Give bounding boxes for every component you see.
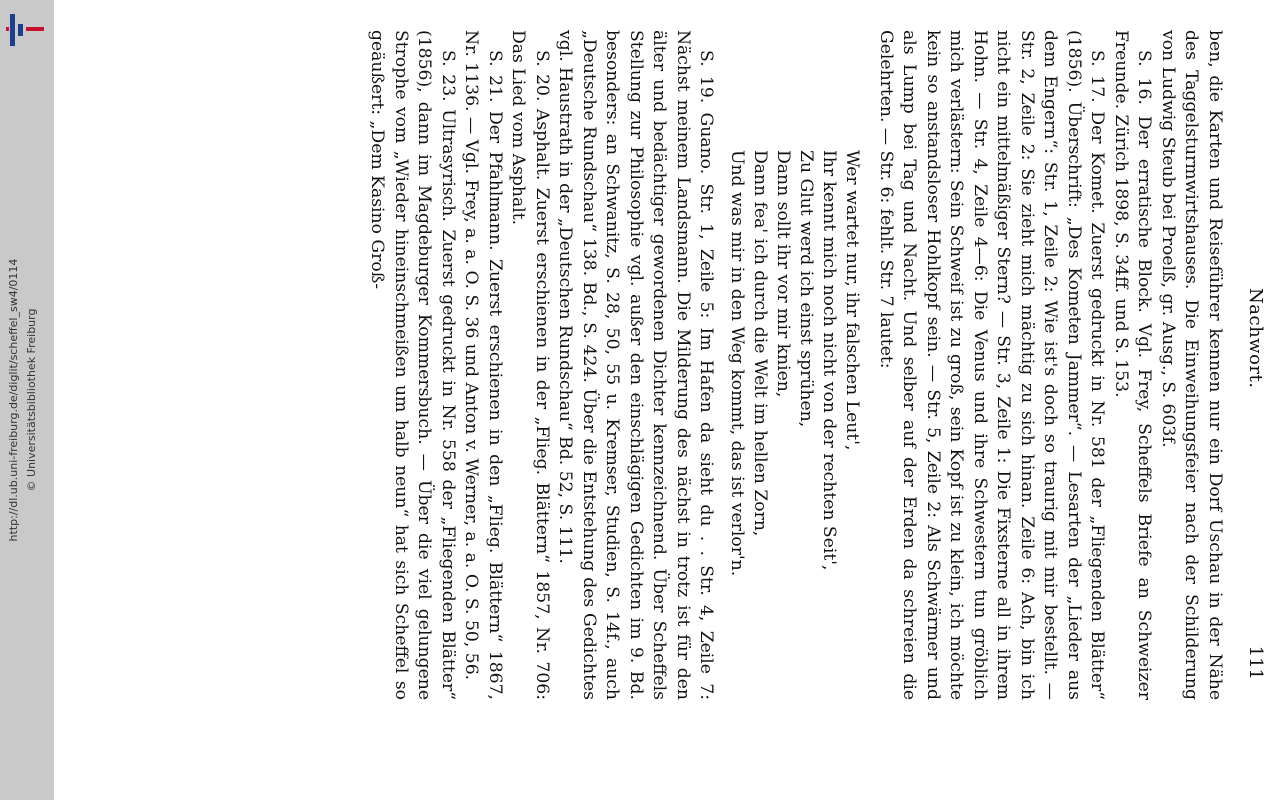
page-number: 111: [1245, 645, 1266, 680]
verse-block: [726, 30, 864, 700]
verse-line: Dann sollt ihr vor mir knien,: [773, 150, 794, 398]
verse-line: Dann fea' ich durch die Welt im hellen Zorn,: [750, 150, 771, 537]
document-url[interactable]: http://dl.ub.uni-freiburg.de/diglit/scheffel_sw4/0114: [7, 258, 20, 542]
paragraph: S. 19. Guano. Str. 1, Zeile 5: Im Hafen da sieht du . . Str. 4, Zeile 7: Nächst meinem Landsmann. Die Milderung des nächst in trotz ist für den älter und bedächtiger gewordenen Dichter kennzeichnend. Über Scheffels Stellung zur Philosophie vgl. außer den einschlägigen Gedichten im 9. Bd. besonders: an Schwanitz, S. 28, 50, 55 u. Kremser, Studien, S. 14f., auch „Deutsche Rundschau“ 138. Bd., S. 424. Über die Entstehung des Gedichtes vgl. Haustrath in der „Deutschen Rundschau“ Bd. 52, S. 111.: [555, 30, 717, 700]
body-text: [365, 30, 1226, 700]
verse-line: Zu Glut werd ich einst sprühen,: [796, 150, 817, 428]
verse-line: Ihr kennt mich noch nicht von der rechten Seit',: [819, 150, 840, 571]
paragraph: S. 17. Der Komet. Zuerst gedruckt in Nr. 581 der „Fliegenden Blätter“ (1856). Überschrift: „Des Kometen Jammer“. — Lesarten der „Lieder aus dem Engern“: Str. 1, Zeile 2: Wie ist's doch so traurig mit mir bestellt. — Str. 2, Zeile 2: Sie zieht mich mächtig zu sich hinan. Zeile 6: Ach, bin ich nicht ein mittelmäßiger Stern? — Str. 3, Zeile 1: Die Fixsterne all in ihrem Hohn. — Str. 4, Zeile 4—6: Die Venus und ihre Schwestern tun gröblich mich verlästern: Sein Schweif ist zu groß, sein Kopf ist zu klein, ich möchte kein so anstandsloser Hohlkopf sein. — Str. 5, Zeile 2: Als Schwärmer und als Lump bei Tag und Nacht. Und selber auf der Erden da schreien die Gelehrten. — Str. 6: fehlt. Str. 7 lautet:: [876, 30, 1108, 700]
sidebar: [0, 0, 54, 800]
sidebar-caption: [5, 0, 49, 800]
copyright-notice: © Universitätsbibliothek Freiburg: [25, 308, 38, 492]
paragraph: S. 20. Asphalt. Zuerst erschienen in der „Flieg. Blättern“ 1857, Nr. 706: Das Lied vom Asphalt.: [508, 30, 552, 700]
running-head: Nachwort.: [1245, 288, 1266, 389]
paragraph: S. 23. Ultrasyrisch. Zuerst gedruckt in Nr. 558 der „Fliegenden Blätter“ (1856), dann im Magdeburger Kommersbuch. — Über die viel gelungene Strophe vom „Wieder hineinschmeißen um halb neun“ hat sich Scheffel so geäußert: „Dem Kasino Groß-: [367, 30, 458, 700]
rotated-page-content: [176, 30, 1266, 700]
page-scan: [54, 0, 1267, 800]
verse-line: Und was mir in den Weg kommt, das ist verlor'n.: [727, 150, 748, 577]
paragraph: S. 21. Der Pfahlmann. Zuerst erschienen in den „Flieg. Blättern“ 1867, Nr. 1136. — Vgl. Frey, a. a. O. S. 36 und Anton v. Werner, a. a. O. S. 50, 56.: [461, 30, 505, 700]
page-header: [1226, 30, 1266, 700]
verse-line: Wer wartet nur, ihr falschen Leut',: [842, 150, 863, 451]
paragraph: ben, die Karten und Reiseführer kennen nur ein Dorf Uschau in der Nähe des Taggelsturmwirtshauses. Die Einweihungsfeier nach der Schilderung von Ludwig Steub bei Proelß, gr. Ausg., S. 603f.: [1158, 30, 1225, 700]
paragraph: S. 16. Der erratische Block. Vgl. Frey, Scheffels Briefe an Schweizer Freunde. Zürich 1898, S. 34ff. und S. 153.: [1111, 30, 1155, 700]
